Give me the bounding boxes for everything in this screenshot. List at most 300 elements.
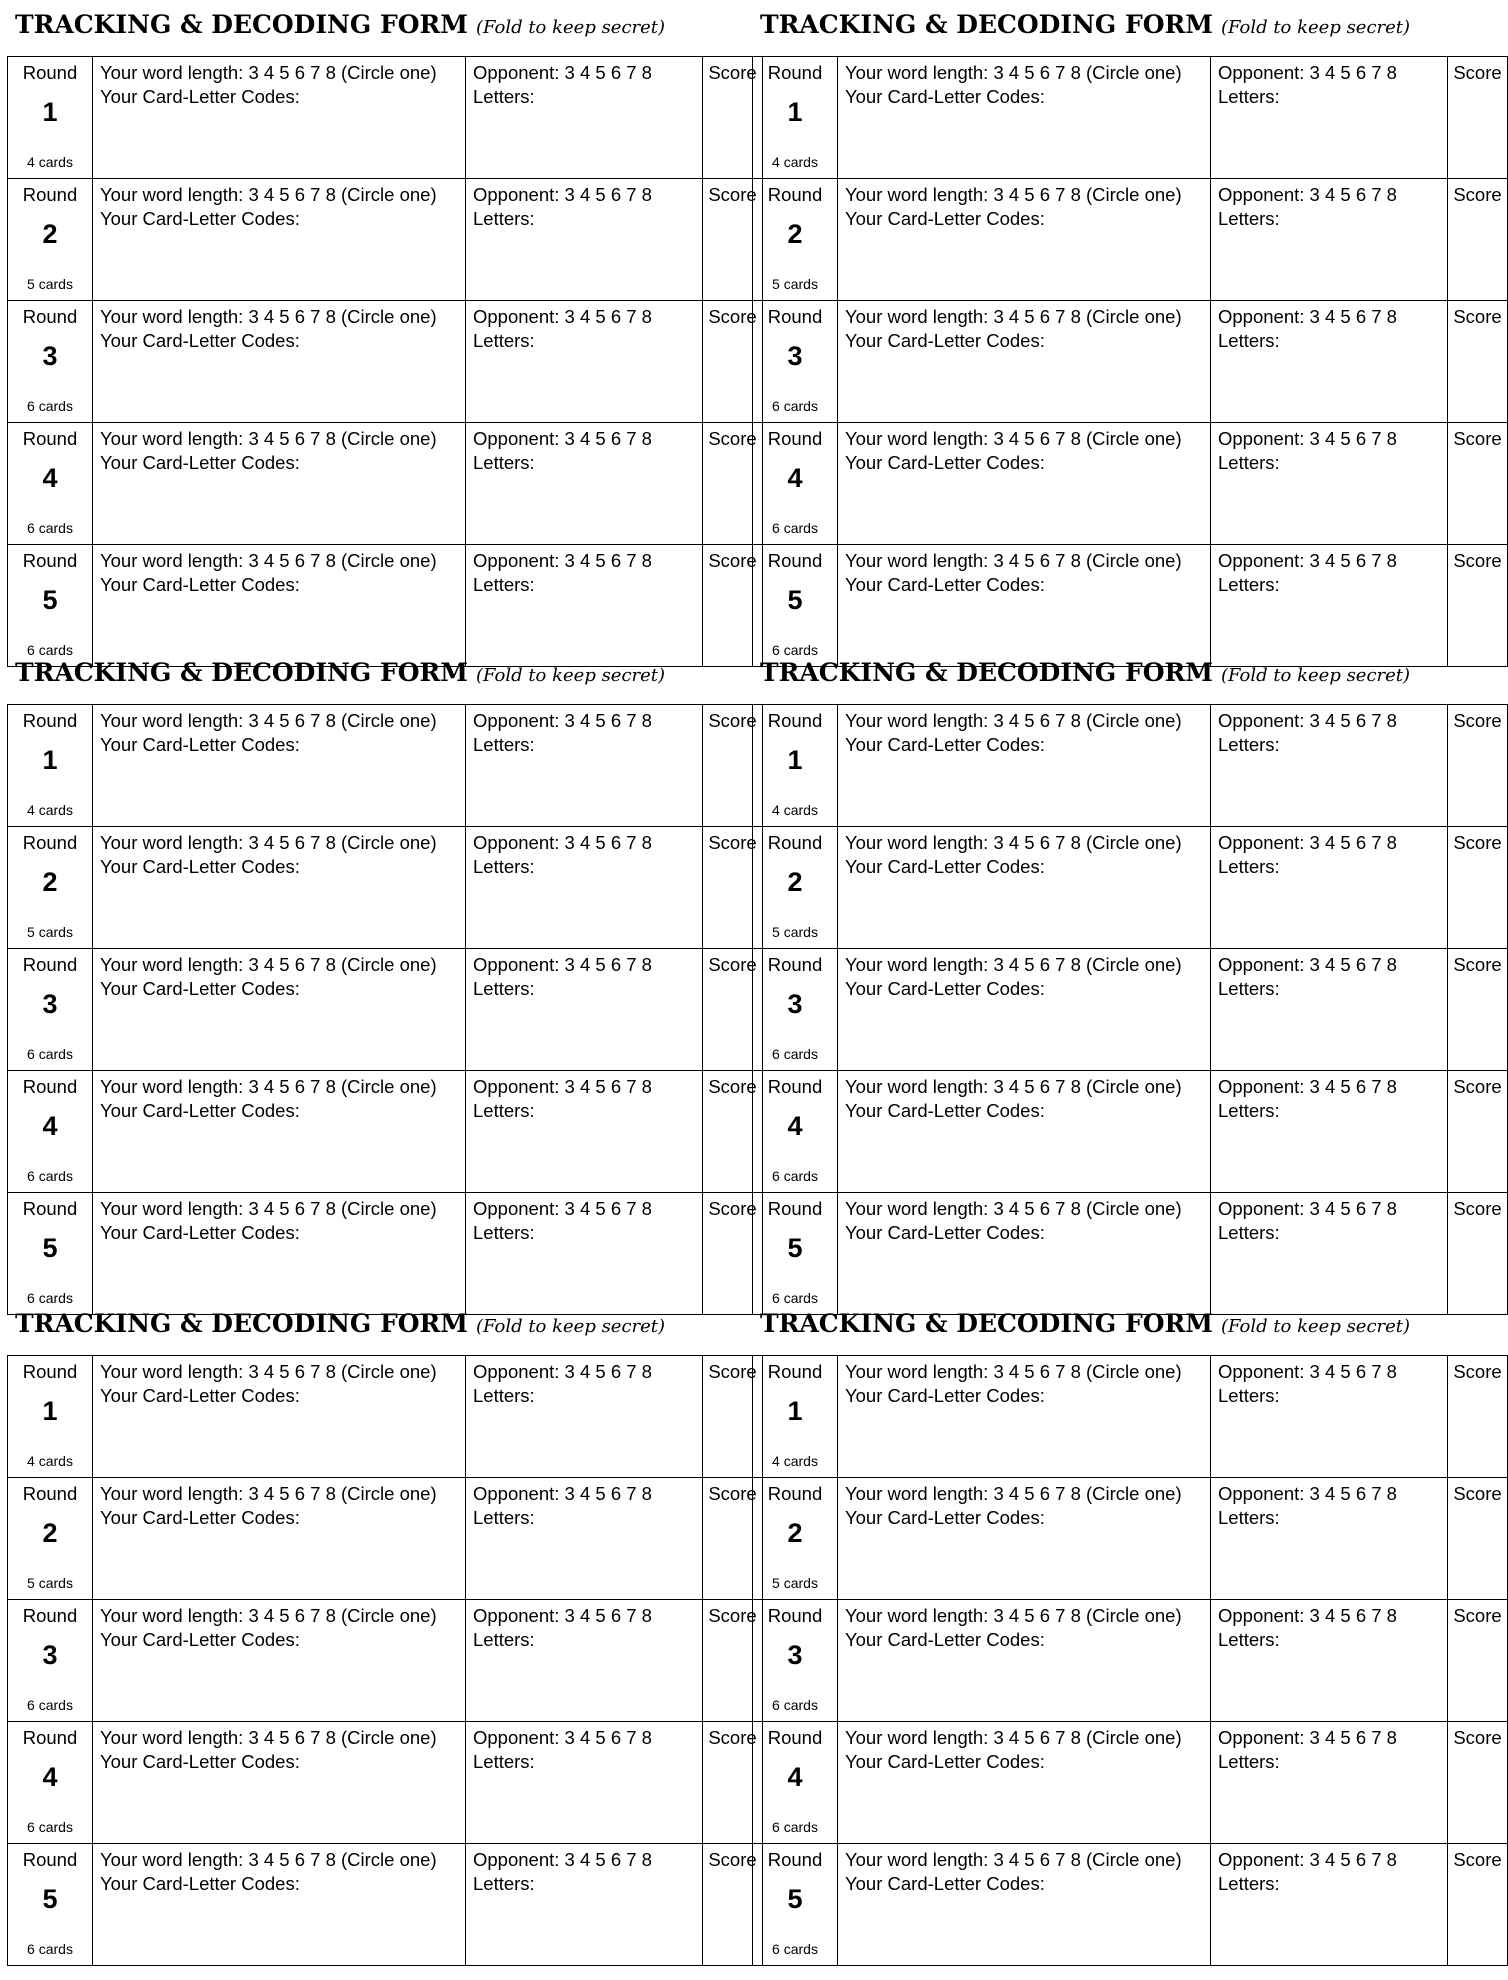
round-cards: 4 cards bbox=[772, 154, 818, 170]
tracking-form bbox=[752, 648, 1502, 1306]
score-label: Score bbox=[1453, 1483, 1502, 1504]
word-length-label: Your word length: 3 4 5 6 7 8 (Circle one) bbox=[100, 428, 437, 449]
round-row bbox=[753, 949, 1508, 1071]
round-row bbox=[753, 423, 1508, 545]
round-cards: 6 cards bbox=[27, 520, 73, 536]
round-cell bbox=[8, 949, 93, 1071]
score-label: Score bbox=[708, 1605, 757, 1626]
score-label: Score bbox=[1453, 1727, 1502, 1748]
word-length-label: Your word length: 3 4 5 6 7 8 (Circle one) bbox=[100, 62, 437, 83]
round-cell bbox=[753, 1478, 838, 1600]
word-length-label: Your word length: 3 4 5 6 7 8 (Circle one) bbox=[845, 1605, 1182, 1626]
round-row bbox=[8, 301, 763, 423]
word-length-field[interactable] bbox=[838, 1356, 1211, 1478]
round-cards: 6 cards bbox=[27, 1819, 73, 1835]
round-cell bbox=[8, 1478, 93, 1600]
round-cards: 6 cards bbox=[772, 1046, 818, 1062]
form-subtitle: (Fold to keep secret) bbox=[1220, 17, 1411, 38]
card-letter-codes-label: Your Card-Letter Codes: bbox=[845, 452, 1045, 473]
round-number: 1 bbox=[42, 97, 58, 127]
round-row bbox=[8, 827, 763, 949]
opponent-label: Opponent: 3 4 5 6 7 8 bbox=[473, 428, 652, 449]
letters-label: Letters: bbox=[473, 574, 535, 595]
card-letter-codes-label: Your Card-Letter Codes: bbox=[100, 86, 300, 107]
round-number: 4 bbox=[42, 1111, 58, 1141]
score-label: Score bbox=[708, 1727, 757, 1748]
round-cards: 6 cards bbox=[772, 1819, 818, 1835]
form-header bbox=[752, 648, 1486, 696]
rounds-table bbox=[752, 1355, 1508, 1966]
card-letter-codes-label: Your Card-Letter Codes: bbox=[100, 1222, 300, 1243]
round-label: Round bbox=[767, 184, 823, 205]
score-label: Score bbox=[1453, 832, 1502, 853]
word-length-label: Your word length: 3 4 5 6 7 8 (Circle one) bbox=[845, 832, 1182, 853]
word-length-label: Your word length: 3 4 5 6 7 8 (Circle one) bbox=[845, 306, 1182, 327]
form-header bbox=[7, 0, 741, 48]
letters-label: Letters: bbox=[473, 1507, 535, 1528]
word-length-label: Your word length: 3 4 5 6 7 8 (Circle one) bbox=[845, 550, 1182, 571]
score-label: Score bbox=[1453, 954, 1502, 975]
round-label: Round bbox=[22, 1727, 78, 1748]
round-row bbox=[8, 1844, 763, 1966]
word-length-label: Your word length: 3 4 5 6 7 8 (Circle one) bbox=[100, 550, 437, 571]
round-number: 5 bbox=[787, 1884, 803, 1914]
round-number: 4 bbox=[42, 463, 58, 493]
opponent-field[interactable] bbox=[466, 1478, 703, 1600]
card-letter-codes-label: Your Card-Letter Codes: bbox=[845, 86, 1045, 107]
opponent-field[interactable] bbox=[466, 1071, 703, 1193]
round-label: Round bbox=[22, 954, 78, 975]
rounds-table bbox=[7, 56, 763, 667]
word-length-field[interactable] bbox=[93, 1193, 466, 1315]
round-row bbox=[8, 1193, 763, 1315]
round-cards: 4 cards bbox=[27, 802, 73, 818]
rounds-body bbox=[8, 1356, 763, 1966]
round-number: 4 bbox=[787, 463, 803, 493]
round-label: Round bbox=[767, 1727, 823, 1748]
round-cards: 6 cards bbox=[772, 1168, 818, 1184]
opponent-label: Opponent: 3 4 5 6 7 8 bbox=[1218, 1727, 1397, 1748]
round-label: Round bbox=[767, 550, 823, 571]
word-length-field[interactable] bbox=[838, 423, 1211, 545]
word-length-field[interactable] bbox=[93, 705, 466, 827]
round-number: 1 bbox=[787, 745, 803, 775]
word-length-label: Your word length: 3 4 5 6 7 8 (Circle one) bbox=[100, 1076, 437, 1097]
round-cell bbox=[753, 1722, 838, 1844]
round-row bbox=[753, 1356, 1508, 1478]
letters-label: Letters: bbox=[473, 856, 535, 877]
word-length-field[interactable] bbox=[93, 423, 466, 545]
score-label: Score bbox=[708, 550, 757, 571]
round-number: 3 bbox=[42, 989, 58, 1019]
score-label: Score bbox=[708, 1849, 757, 1870]
round-label: Round bbox=[767, 1849, 823, 1870]
opponent-field[interactable] bbox=[1211, 1844, 1448, 1966]
round-label: Round bbox=[22, 428, 78, 449]
round-cards: 4 cards bbox=[772, 1453, 818, 1469]
card-letter-codes-label: Your Card-Letter Codes: bbox=[845, 574, 1045, 595]
round-cell bbox=[753, 423, 838, 545]
opponent-label: Opponent: 3 4 5 6 7 8 bbox=[473, 1198, 652, 1219]
round-number: 3 bbox=[42, 1640, 58, 1670]
letters-label: Letters: bbox=[1218, 1385, 1280, 1406]
round-number: 2 bbox=[42, 867, 58, 897]
round-cell bbox=[753, 827, 838, 949]
letters-label: Letters: bbox=[1218, 208, 1280, 229]
round-row bbox=[753, 179, 1508, 301]
card-letter-codes-label: Your Card-Letter Codes: bbox=[845, 1873, 1045, 1894]
form-title bbox=[15, 658, 665, 687]
letters-label: Letters: bbox=[473, 208, 535, 229]
opponent-field[interactable] bbox=[466, 179, 703, 301]
card-letter-codes-label: Your Card-Letter Codes: bbox=[845, 1222, 1045, 1243]
opponent-field[interactable] bbox=[466, 1600, 703, 1722]
opponent-field[interactable] bbox=[466, 1722, 703, 1844]
score-label: Score bbox=[708, 1198, 757, 1219]
round-cards: 6 cards bbox=[27, 398, 73, 414]
letters-label: Letters: bbox=[1218, 1100, 1280, 1121]
score-field[interactable] bbox=[1448, 1844, 1508, 1966]
round-number: 2 bbox=[42, 1518, 58, 1548]
round-label: Round bbox=[22, 62, 78, 83]
word-length-field[interactable] bbox=[93, 179, 466, 301]
word-length-label: Your word length: 3 4 5 6 7 8 (Circle one) bbox=[100, 1361, 437, 1382]
word-length-field[interactable] bbox=[93, 1722, 466, 1844]
score-field[interactable] bbox=[1448, 827, 1508, 949]
word-length-label: Your word length: 3 4 5 6 7 8 (Circle one) bbox=[100, 710, 437, 731]
word-length-field[interactable] bbox=[93, 1071, 466, 1193]
opponent-field[interactable] bbox=[1211, 57, 1448, 179]
letters-label: Letters: bbox=[473, 1222, 535, 1243]
round-cards: 4 cards bbox=[772, 802, 818, 818]
round-cell bbox=[8, 1193, 93, 1315]
opponent-field[interactable] bbox=[466, 301, 703, 423]
rounds-body bbox=[753, 1356, 1508, 1966]
opponent-label: Opponent: 3 4 5 6 7 8 bbox=[1218, 428, 1397, 449]
opponent-label: Opponent: 3 4 5 6 7 8 bbox=[1218, 306, 1397, 327]
opponent-label: Opponent: 3 4 5 6 7 8 bbox=[473, 306, 652, 327]
word-length-field[interactable] bbox=[93, 1356, 466, 1478]
round-label: Round bbox=[767, 428, 823, 449]
opponent-field[interactable] bbox=[1211, 1356, 1448, 1478]
word-length-label: Your word length: 3 4 5 6 7 8 (Circle one) bbox=[100, 306, 437, 327]
round-cell bbox=[753, 1600, 838, 1722]
opponent-field[interactable] bbox=[1211, 1193, 1448, 1315]
rounds-table bbox=[752, 56, 1508, 667]
opponent-field[interactable] bbox=[1211, 1722, 1448, 1844]
letters-label: Letters: bbox=[1218, 86, 1280, 107]
round-number: 2 bbox=[787, 219, 803, 249]
round-number: 3 bbox=[787, 989, 803, 1019]
score-field[interactable] bbox=[1448, 1600, 1508, 1722]
score-label: Score bbox=[708, 1076, 757, 1097]
round-cards: 6 cards bbox=[27, 1941, 73, 1957]
round-label: Round bbox=[767, 710, 823, 731]
card-letter-codes-label: Your Card-Letter Codes: bbox=[100, 208, 300, 229]
letters-label: Letters: bbox=[473, 1100, 535, 1121]
opponent-field[interactable] bbox=[1211, 1478, 1448, 1600]
score-label: Score bbox=[1453, 1849, 1502, 1870]
rounds-table bbox=[7, 704, 763, 1315]
round-row bbox=[8, 1071, 763, 1193]
round-label: Round bbox=[767, 1198, 823, 1219]
word-length-field[interactable] bbox=[838, 949, 1211, 1071]
round-label: Round bbox=[22, 1849, 78, 1870]
score-label: Score bbox=[708, 954, 757, 975]
round-cards: 4 cards bbox=[27, 1453, 73, 1469]
opponent-label: Opponent: 3 4 5 6 7 8 bbox=[473, 1605, 652, 1626]
word-length-field[interactable] bbox=[93, 1844, 466, 1966]
opponent-field[interactable] bbox=[466, 57, 703, 179]
opponent-label: Opponent: 3 4 5 6 7 8 bbox=[1218, 1483, 1397, 1504]
round-cell bbox=[8, 1071, 93, 1193]
round-row bbox=[753, 301, 1508, 423]
opponent-field[interactable] bbox=[466, 423, 703, 545]
word-length-label: Your word length: 3 4 5 6 7 8 (Circle one) bbox=[845, 710, 1182, 731]
opponent-field[interactable] bbox=[1211, 179, 1448, 301]
round-cards: 5 cards bbox=[27, 276, 73, 292]
opponent-field[interactable] bbox=[466, 827, 703, 949]
card-letter-codes-label: Your Card-Letter Codes: bbox=[845, 1507, 1045, 1528]
round-label: Round bbox=[22, 1605, 78, 1626]
word-length-field[interactable] bbox=[838, 1722, 1211, 1844]
round-cell bbox=[8, 1722, 93, 1844]
word-length-field[interactable] bbox=[93, 57, 466, 179]
letters-label: Letters: bbox=[473, 1873, 535, 1894]
score-label: Score bbox=[1453, 1198, 1502, 1219]
round-cards: 6 cards bbox=[772, 1941, 818, 1957]
opponent-field[interactable] bbox=[1211, 423, 1448, 545]
round-cards: 6 cards bbox=[27, 1290, 73, 1306]
round-cards: 6 cards bbox=[772, 642, 818, 658]
round-cell bbox=[8, 1600, 93, 1722]
letters-label: Letters: bbox=[1218, 1629, 1280, 1650]
rounds-table bbox=[7, 1355, 763, 1966]
opponent-label: Opponent: 3 4 5 6 7 8 bbox=[1218, 184, 1397, 205]
round-cards: 6 cards bbox=[772, 398, 818, 414]
round-label: Round bbox=[767, 62, 823, 83]
rounds-body bbox=[8, 705, 763, 1315]
letters-label: Letters: bbox=[473, 330, 535, 351]
round-number: 5 bbox=[42, 1884, 58, 1914]
opponent-label: Opponent: 3 4 5 6 7 8 bbox=[1218, 1076, 1397, 1097]
word-length-field[interactable] bbox=[838, 57, 1211, 179]
opponent-label: Opponent: 3 4 5 6 7 8 bbox=[473, 1727, 652, 1748]
round-cards: 4 cards bbox=[27, 154, 73, 170]
score-field[interactable] bbox=[1448, 1478, 1508, 1600]
round-label: Round bbox=[767, 306, 823, 327]
word-length-label: Your word length: 3 4 5 6 7 8 (Circle one) bbox=[100, 832, 437, 853]
round-number: 5 bbox=[787, 1233, 803, 1263]
round-cards: 6 cards bbox=[27, 642, 73, 658]
form-header bbox=[7, 648, 741, 696]
round-number: 3 bbox=[787, 341, 803, 371]
opponent-field[interactable] bbox=[466, 1193, 703, 1315]
round-label: Round bbox=[22, 1076, 78, 1097]
score-label: Score bbox=[1453, 62, 1502, 83]
round-row bbox=[753, 1071, 1508, 1193]
word-length-field[interactable] bbox=[838, 1071, 1211, 1193]
score-label: Score bbox=[1453, 1605, 1502, 1626]
opponent-field[interactable] bbox=[1211, 949, 1448, 1071]
round-label: Round bbox=[22, 306, 78, 327]
score-label: Score bbox=[1453, 710, 1502, 731]
opponent-field[interactable] bbox=[1211, 705, 1448, 827]
opponent-label: Opponent: 3 4 5 6 7 8 bbox=[1218, 710, 1397, 731]
round-number: 2 bbox=[42, 219, 58, 249]
round-row bbox=[8, 705, 763, 827]
word-length-label: Your word length: 3 4 5 6 7 8 (Circle one) bbox=[100, 1483, 437, 1504]
score-field[interactable] bbox=[1448, 57, 1508, 179]
round-cell bbox=[753, 949, 838, 1071]
letters-label: Letters: bbox=[1218, 978, 1280, 999]
word-length-field[interactable] bbox=[838, 1193, 1211, 1315]
round-row bbox=[8, 1722, 763, 1844]
round-row bbox=[753, 1193, 1508, 1315]
opponent-field[interactable] bbox=[1211, 1071, 1448, 1193]
card-letter-codes-label: Your Card-Letter Codes: bbox=[100, 856, 300, 877]
score-field[interactable] bbox=[1448, 179, 1508, 301]
word-length-label: Your word length: 3 4 5 6 7 8 (Circle one) bbox=[845, 1483, 1182, 1504]
round-row bbox=[753, 705, 1508, 827]
form-subtitle: (Fold to keep secret) bbox=[475, 1316, 666, 1337]
opponent-label: Opponent: 3 4 5 6 7 8 bbox=[473, 710, 652, 731]
word-length-label: Your word length: 3 4 5 6 7 8 (Circle one) bbox=[100, 1727, 437, 1748]
word-length-field[interactable] bbox=[838, 827, 1211, 949]
score-label: Score bbox=[708, 710, 757, 731]
round-label: Round bbox=[767, 954, 823, 975]
letters-label: Letters: bbox=[473, 1751, 535, 1772]
word-length-field[interactable] bbox=[838, 1844, 1211, 1966]
opponent-field[interactable] bbox=[1211, 1600, 1448, 1722]
opponent-label: Opponent: 3 4 5 6 7 8 bbox=[473, 954, 652, 975]
score-label: Score bbox=[708, 306, 757, 327]
word-length-label: Your word length: 3 4 5 6 7 8 (Circle one) bbox=[845, 62, 1182, 83]
word-length-label: Your word length: 3 4 5 6 7 8 (Circle one) bbox=[100, 184, 437, 205]
word-length-field[interactable] bbox=[838, 705, 1211, 827]
round-label: Round bbox=[22, 832, 78, 853]
word-length-field[interactable] bbox=[838, 1600, 1211, 1722]
opponent-field[interactable] bbox=[466, 949, 703, 1071]
round-row bbox=[8, 1356, 763, 1478]
score-field[interactable] bbox=[1448, 1722, 1508, 1844]
opponent-field[interactable] bbox=[466, 1844, 703, 1966]
word-length-field[interactable] bbox=[93, 1600, 466, 1722]
opponent-label: Opponent: 3 4 5 6 7 8 bbox=[473, 1483, 652, 1504]
word-length-label: Your word length: 3 4 5 6 7 8 (Circle one) bbox=[845, 1198, 1182, 1219]
word-length-field[interactable] bbox=[93, 827, 466, 949]
round-number: 4 bbox=[42, 1762, 58, 1792]
round-cards: 5 cards bbox=[27, 924, 73, 940]
round-number: 1 bbox=[42, 745, 58, 775]
score-field[interactable] bbox=[1448, 423, 1508, 545]
opponent-field[interactable] bbox=[466, 705, 703, 827]
round-row bbox=[753, 1844, 1508, 1966]
score-field[interactable] bbox=[1448, 1356, 1508, 1478]
letters-label: Letters: bbox=[1218, 856, 1280, 877]
opponent-field[interactable] bbox=[1211, 827, 1448, 949]
tracking-form bbox=[7, 0, 757, 658]
opponent-label: Opponent: 3 4 5 6 7 8 bbox=[1218, 832, 1397, 853]
card-letter-codes-label: Your Card-Letter Codes: bbox=[845, 1100, 1045, 1121]
round-number: 2 bbox=[787, 1518, 803, 1548]
card-letter-codes-label: Your Card-Letter Codes: bbox=[845, 208, 1045, 229]
round-row bbox=[753, 1478, 1508, 1600]
word-length-field[interactable] bbox=[93, 1478, 466, 1600]
word-length-label: Your word length: 3 4 5 6 7 8 (Circle one) bbox=[845, 184, 1182, 205]
opponent-field[interactable] bbox=[1211, 301, 1448, 423]
word-length-field[interactable] bbox=[93, 301, 466, 423]
form-title bbox=[760, 658, 1410, 687]
round-number: 1 bbox=[42, 1396, 58, 1426]
opponent-label: Opponent: 3 4 5 6 7 8 bbox=[1218, 1198, 1397, 1219]
form-title-text: TRACKING & DECODING FORM bbox=[15, 1309, 468, 1338]
word-length-label: Your word length: 3 4 5 6 7 8 (Circle one) bbox=[100, 1605, 437, 1626]
score-field[interactable] bbox=[1448, 1071, 1508, 1193]
card-letter-codes-label: Your Card-Letter Codes: bbox=[100, 734, 300, 755]
opponent-label: Opponent: 3 4 5 6 7 8 bbox=[1218, 1361, 1397, 1382]
round-number: 4 bbox=[787, 1762, 803, 1792]
opponent-label: Opponent: 3 4 5 6 7 8 bbox=[1218, 1849, 1397, 1870]
opponent-label: Opponent: 3 4 5 6 7 8 bbox=[473, 184, 652, 205]
letters-label: Letters: bbox=[473, 1385, 535, 1406]
score-field[interactable] bbox=[1448, 949, 1508, 1071]
round-number: 3 bbox=[787, 1640, 803, 1670]
word-length-field[interactable] bbox=[838, 179, 1211, 301]
round-cell bbox=[8, 301, 93, 423]
word-length-field[interactable] bbox=[838, 1478, 1211, 1600]
score-field[interactable] bbox=[1448, 301, 1508, 423]
round-row bbox=[753, 57, 1508, 179]
letters-label: Letters: bbox=[1218, 1751, 1280, 1772]
letters-label: Letters: bbox=[1218, 1873, 1280, 1894]
form-title-text: TRACKING & DECODING FORM bbox=[760, 658, 1213, 687]
letters-label: Letters: bbox=[1218, 734, 1280, 755]
tracking-form bbox=[7, 1299, 757, 1957]
card-letter-codes-label: Your Card-Letter Codes: bbox=[100, 452, 300, 473]
opponent-label: Opponent: 3 4 5 6 7 8 bbox=[473, 550, 652, 571]
score-field[interactable] bbox=[1448, 1193, 1508, 1315]
round-cell bbox=[8, 179, 93, 301]
word-length-label: Your word length: 3 4 5 6 7 8 (Circle one) bbox=[845, 1849, 1182, 1870]
form-title bbox=[760, 1309, 1410, 1338]
form-header bbox=[752, 0, 1486, 48]
score-label: Score bbox=[708, 1361, 757, 1382]
card-letter-codes-label: Your Card-Letter Codes: bbox=[845, 856, 1045, 877]
opponent-label: Opponent: 3 4 5 6 7 8 bbox=[1218, 954, 1397, 975]
letters-label: Letters: bbox=[473, 734, 535, 755]
round-label: Round bbox=[22, 550, 78, 571]
word-length-field[interactable] bbox=[93, 949, 466, 1071]
score-field[interactable] bbox=[1448, 705, 1508, 827]
opponent-field[interactable] bbox=[466, 1356, 703, 1478]
word-length-label: Your word length: 3 4 5 6 7 8 (Circle one) bbox=[845, 428, 1182, 449]
round-cell bbox=[753, 1844, 838, 1966]
word-length-field[interactable] bbox=[838, 301, 1211, 423]
round-number: 4 bbox=[787, 1111, 803, 1141]
word-length-label: Your word length: 3 4 5 6 7 8 (Circle one) bbox=[100, 1849, 437, 1870]
opponent-label: Opponent: 3 4 5 6 7 8 bbox=[1218, 1605, 1397, 1626]
round-label: Round bbox=[22, 1198, 78, 1219]
round-number: 1 bbox=[787, 97, 803, 127]
round-label: Round bbox=[22, 1483, 78, 1504]
score-label: Score bbox=[1453, 428, 1502, 449]
form-title bbox=[15, 1309, 665, 1338]
card-letter-codes-label: Your Card-Letter Codes: bbox=[100, 1385, 300, 1406]
card-letter-codes-label: Your Card-Letter Codes: bbox=[845, 1629, 1045, 1650]
card-letter-codes-label: Your Card-Letter Codes: bbox=[845, 1751, 1045, 1772]
round-row bbox=[8, 423, 763, 545]
